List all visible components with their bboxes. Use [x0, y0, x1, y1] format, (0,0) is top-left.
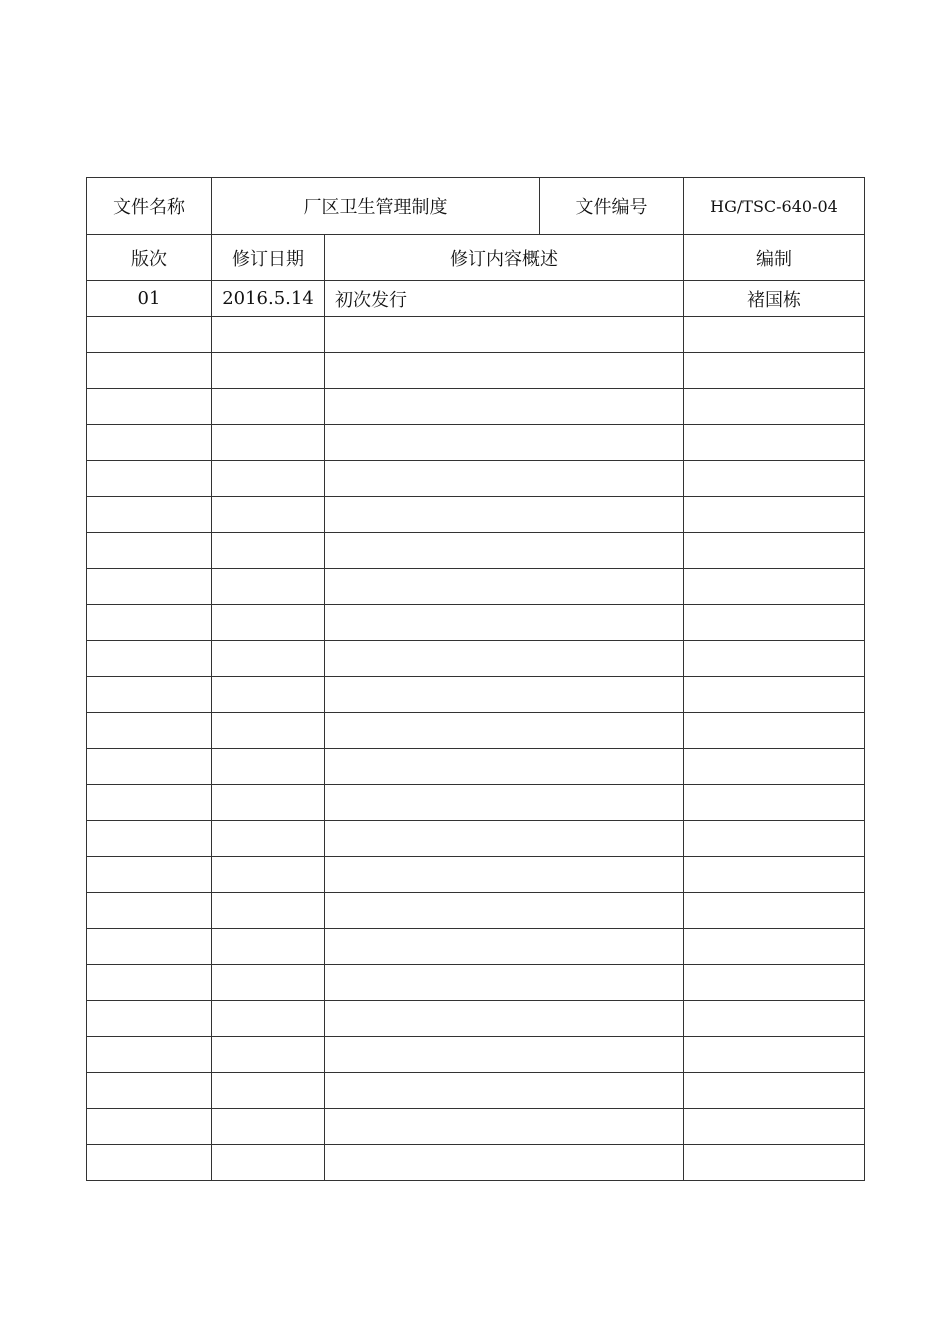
table-row — [87, 497, 865, 533]
column-header-summary: 修订内容概述 — [325, 235, 684, 281]
cell-version — [87, 605, 212, 641]
cell-version — [87, 425, 212, 461]
cell-date — [212, 857, 325, 893]
table-row — [87, 389, 865, 425]
column-header-author: 编制 — [684, 235, 865, 281]
cell-author — [684, 677, 865, 713]
table-row — [87, 1073, 865, 1109]
cell-summary — [325, 497, 684, 533]
cell-version — [87, 965, 212, 1001]
table-row — [87, 1037, 865, 1073]
cell-version — [87, 677, 212, 713]
cell-version — [87, 497, 212, 533]
column-header-date: 修订日期 — [212, 235, 325, 281]
cell-version — [87, 749, 212, 785]
cell-version — [87, 317, 212, 353]
table-header-row — [87, 235, 865, 281]
column-header-version: 版次 — [87, 235, 212, 281]
cell-summary — [325, 677, 684, 713]
cell-summary — [325, 713, 684, 749]
cell-date — [212, 821, 325, 857]
cell-date — [212, 605, 325, 641]
cell-author — [684, 569, 865, 605]
cell-date — [212, 569, 325, 605]
cell-summary — [325, 1037, 684, 1073]
table-row — [87, 533, 865, 569]
table-row — [87, 929, 865, 965]
cell-author — [684, 929, 865, 965]
cell-author — [684, 389, 865, 425]
cell-author — [684, 749, 865, 785]
document-name-label: 文件名称 — [87, 178, 212, 235]
document-number-value: HG/TSC-640-04 — [684, 178, 865, 235]
cell-summary — [325, 569, 684, 605]
cell-version — [87, 821, 212, 857]
cell-date — [212, 713, 325, 749]
cell-version — [87, 713, 212, 749]
cell-author — [684, 605, 865, 641]
cell-author — [684, 1037, 865, 1073]
cell-summary — [325, 965, 684, 1001]
cell-date — [212, 533, 325, 569]
cell-author — [684, 893, 865, 929]
cell-date — [212, 461, 325, 497]
cell-version — [87, 857, 212, 893]
cell-summary: 初次发行 — [325, 281, 684, 317]
cell-author — [684, 1001, 865, 1037]
cell-summary — [325, 749, 684, 785]
cell-summary — [325, 1109, 684, 1145]
cell-summary — [325, 1001, 684, 1037]
cell-summary — [325, 425, 684, 461]
cell-version — [87, 533, 212, 569]
table-row — [87, 317, 865, 353]
table-row — [87, 1145, 865, 1181]
cell-version — [87, 1109, 212, 1145]
cell-date — [212, 389, 325, 425]
cell-author — [684, 425, 865, 461]
table-row — [87, 857, 865, 893]
cell-author — [684, 857, 865, 893]
cell-date — [212, 677, 325, 713]
cell-author — [684, 353, 865, 389]
cell-date — [212, 1109, 325, 1145]
table-row — [87, 677, 865, 713]
cell-author — [684, 965, 865, 1001]
cell-author — [684, 713, 865, 749]
cell-date — [212, 785, 325, 821]
cell-version — [87, 1001, 212, 1037]
table-row — [87, 605, 865, 641]
document-name-value: 厂区卫生管理制度 — [212, 178, 540, 235]
document-number-label: 文件编号 — [540, 178, 684, 235]
cell-author — [684, 317, 865, 353]
cell-version — [87, 389, 212, 425]
revision-history-sheet — [86, 177, 864, 1181]
table-row — [87, 281, 865, 317]
table-row — [87, 353, 865, 389]
cell-summary — [325, 929, 684, 965]
cell-date — [212, 929, 325, 965]
cell-summary — [325, 821, 684, 857]
cell-date — [212, 317, 325, 353]
cell-date — [212, 1037, 325, 1073]
cell-date — [212, 749, 325, 785]
table-row — [87, 461, 865, 497]
cell-summary — [325, 1145, 684, 1181]
revision-history-table — [86, 177, 865, 1181]
cell-summary — [325, 857, 684, 893]
cell-date — [212, 965, 325, 1001]
cell-summary — [325, 1073, 684, 1109]
cell-date — [212, 1001, 325, 1037]
cell-version — [87, 1073, 212, 1109]
cell-author: 褚国栋 — [684, 281, 865, 317]
cell-author — [684, 533, 865, 569]
cell-version — [87, 785, 212, 821]
document-info-row — [87, 178, 865, 235]
cell-summary — [325, 461, 684, 497]
cell-date — [212, 425, 325, 461]
cell-summary — [325, 641, 684, 677]
table-row — [87, 749, 865, 785]
cell-version — [87, 1037, 212, 1073]
cell-date — [212, 641, 325, 677]
table-row — [87, 893, 865, 929]
table-row — [87, 569, 865, 605]
cell-version — [87, 353, 212, 389]
cell-version — [87, 569, 212, 605]
cell-summary — [325, 389, 684, 425]
cell-author — [684, 1073, 865, 1109]
cell-author — [684, 821, 865, 857]
table-row — [87, 1109, 865, 1145]
cell-summary — [325, 317, 684, 353]
cell-author — [684, 497, 865, 533]
cell-summary — [325, 893, 684, 929]
cell-author — [684, 461, 865, 497]
table-row — [87, 641, 865, 677]
cell-version — [87, 461, 212, 497]
cell-date — [212, 353, 325, 389]
table-row — [87, 821, 865, 857]
cell-summary — [325, 785, 684, 821]
table-row — [87, 785, 865, 821]
cell-version — [87, 1145, 212, 1181]
table-row — [87, 1001, 865, 1037]
cell-summary — [325, 533, 684, 569]
cell-summary — [325, 353, 684, 389]
cell-summary — [325, 605, 684, 641]
cell-date — [212, 1073, 325, 1109]
cell-version — [87, 641, 212, 677]
cell-author — [684, 1145, 865, 1181]
cell-author — [684, 1109, 865, 1145]
cell-version — [87, 893, 212, 929]
cell-author — [684, 641, 865, 677]
cell-date: 2016.5.14 — [212, 281, 325, 317]
table-row — [87, 425, 865, 461]
cell-date — [212, 893, 325, 929]
cell-date — [212, 497, 325, 533]
table-row — [87, 713, 865, 749]
cell-version: 01 — [87, 281, 212, 317]
table-row — [87, 965, 865, 1001]
cell-author — [684, 785, 865, 821]
cell-version — [87, 929, 212, 965]
cell-date — [212, 1145, 325, 1181]
